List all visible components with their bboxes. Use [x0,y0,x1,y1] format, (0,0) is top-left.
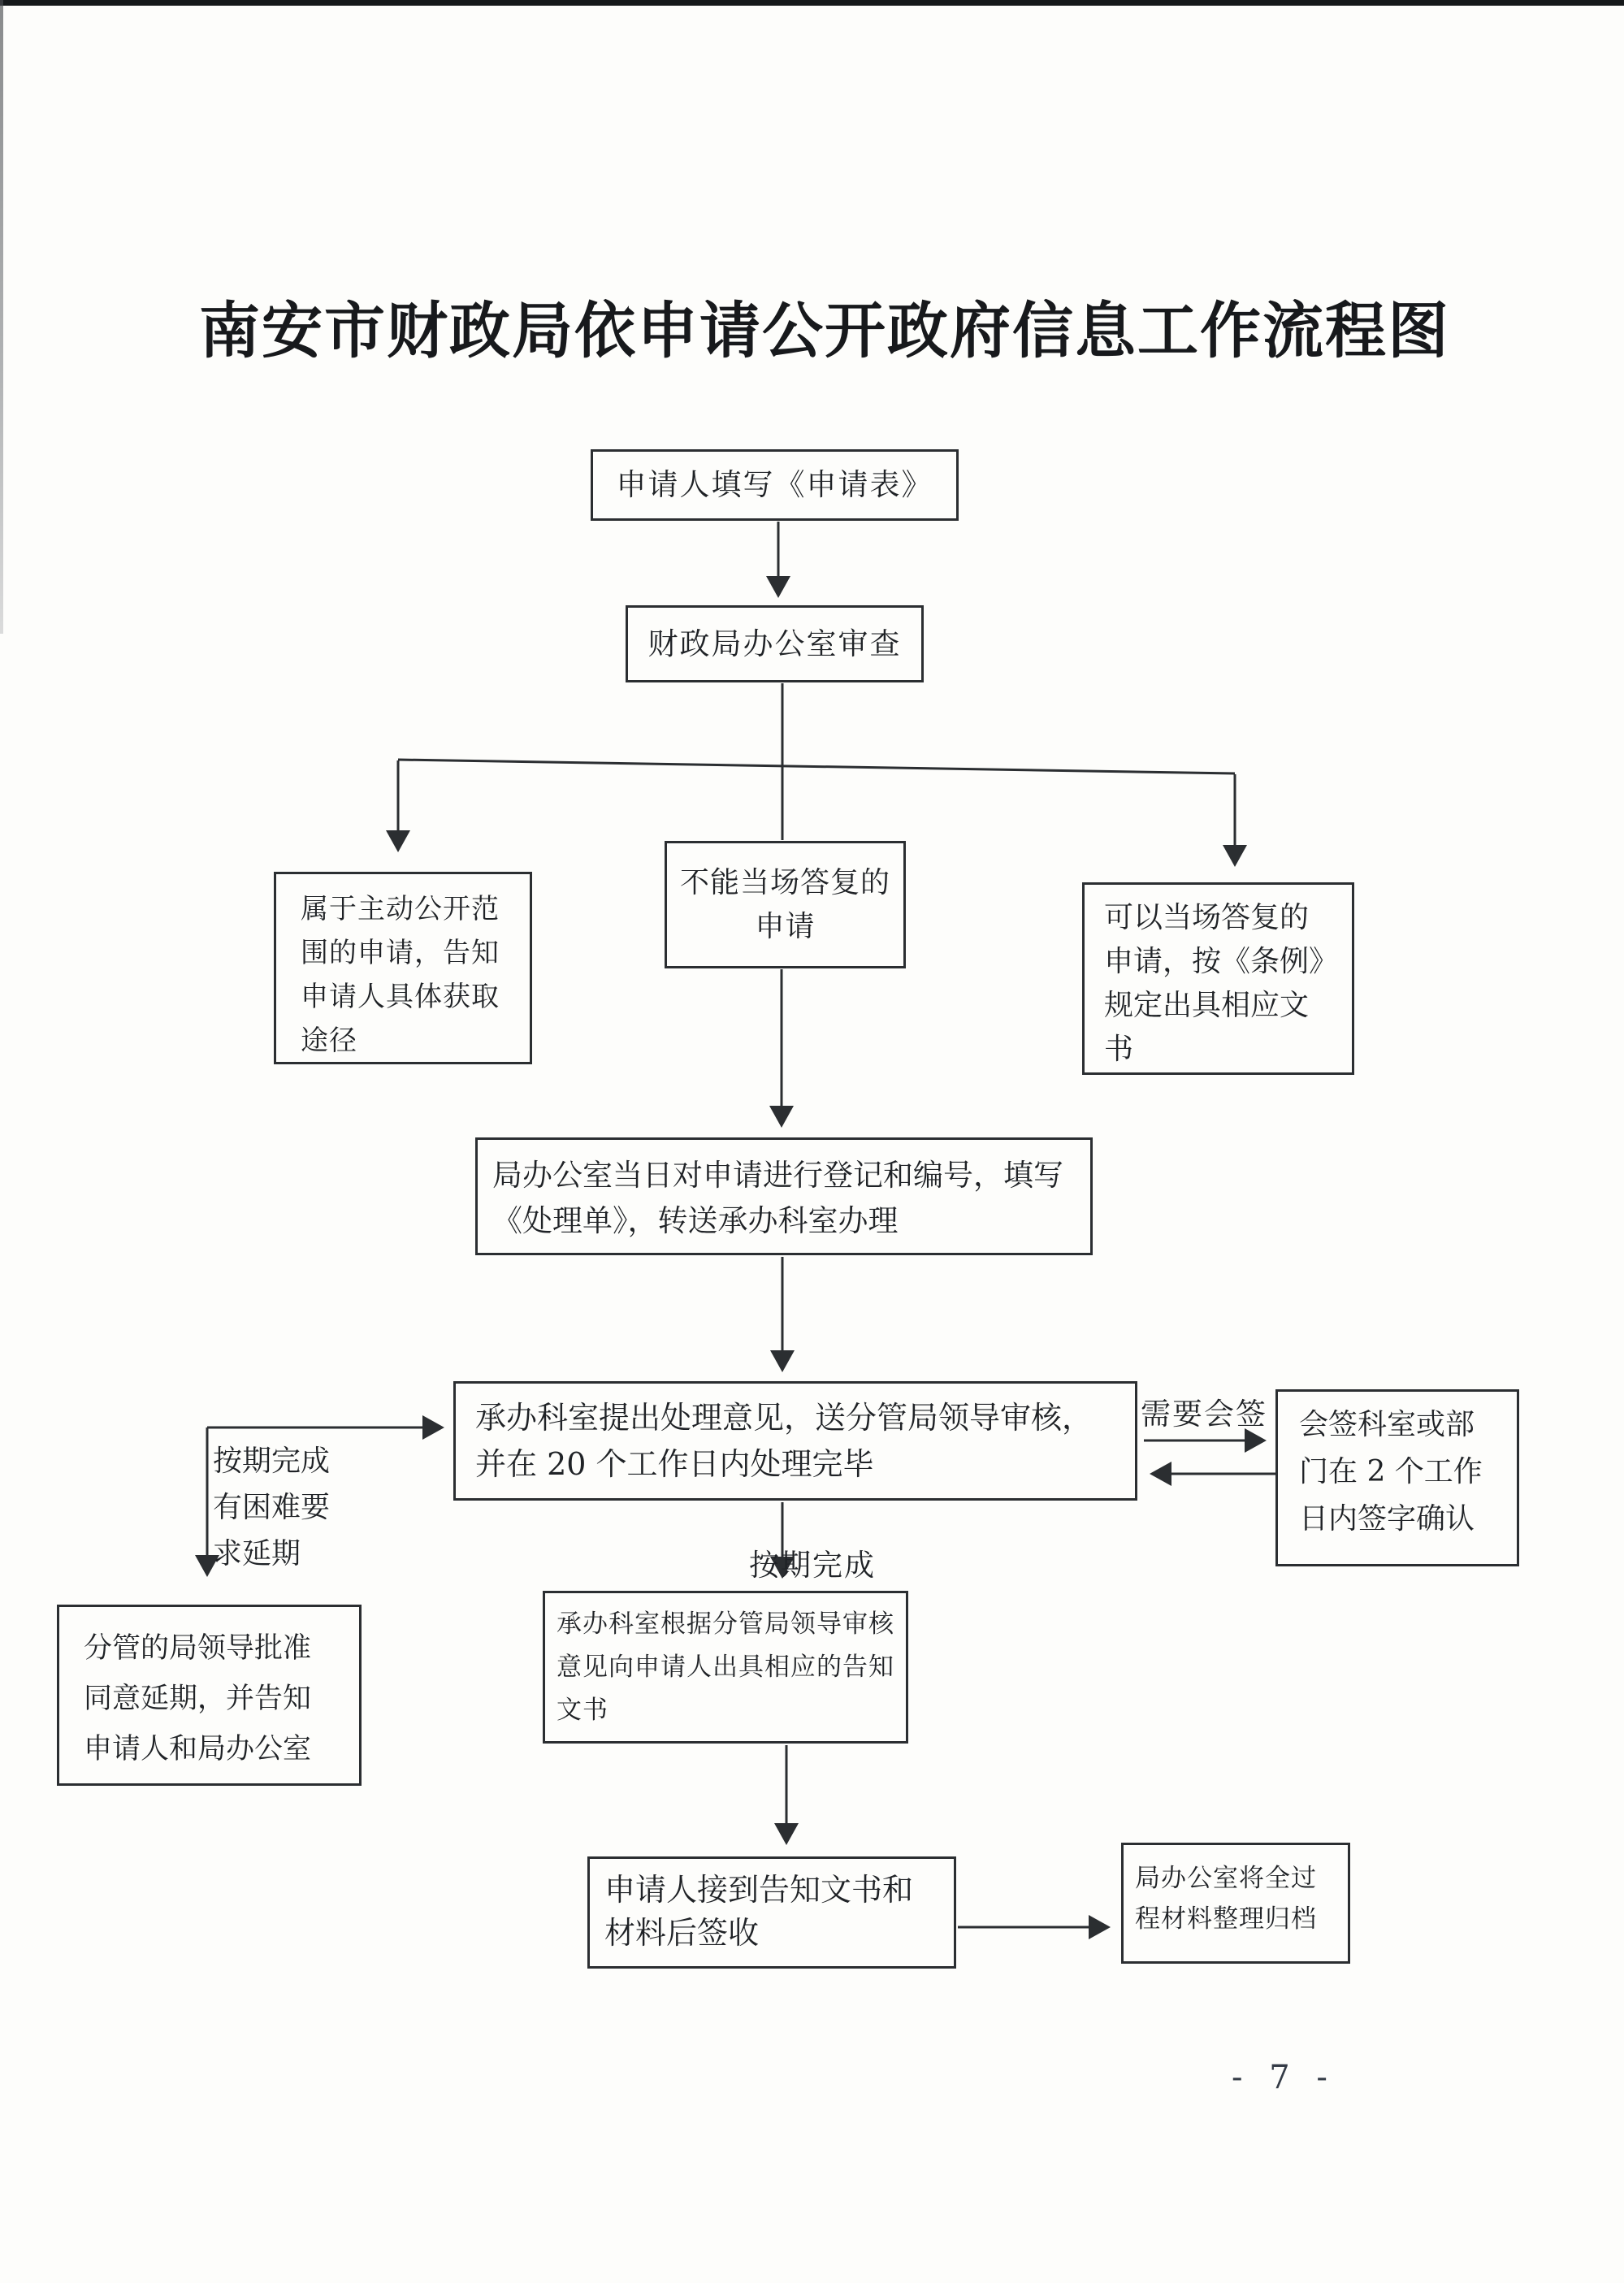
scan-edge-artifact-top [0,0,1624,6]
node-cannot-reply-onsite-text: 不能当场答复的申请 [679,865,890,943]
node-countersign-dept-text: 会签科室或部门在 2 个工作日内签字确认 [1299,1408,1483,1536]
node-proactive-scope-text: 属于主动公开范围的申请，告知申请人具体获取途径 [301,893,500,1057]
edge-label-need-countersign: 需要会签 [1141,1397,1267,1432]
node-handling-opinion [453,1381,1137,1501]
node-issue-notice [543,1591,908,1744]
scan-edge-artifact-left [0,0,3,634]
node-issue-notice-text: 承办科室根据分管局领导审核意见向申请人出具相应的告知文书 [556,1609,894,1725]
node-fill-application-text: 申请人填写《申请表》 [616,467,933,503]
node-register-and-number-text: 局办公室当日对申请进行登记和编号，填写《处理单》，转送承办科室办理 [492,1158,1063,1238]
node-cannot-reply-onsite [665,841,906,968]
node-fill-application [591,449,959,521]
node-register-and-number [475,1137,1093,1255]
page-number: - 7 - [1232,2059,1336,2096]
edge-label-on-time: 按期完成 [749,1548,876,1583]
node-can-reply-onsite [1082,882,1354,1075]
node-approve-extension [57,1605,362,1786]
node-office-review [626,605,924,682]
node-archive-text: 局办公室将全过程材料整理归档 [1135,1864,1317,1934]
edge-label-deadline-difficult: 按期完成有困难要求延期 [213,1445,331,1570]
node-office-review-text: 财政局办公室审查 [647,626,902,661]
node-countersign-dept [1275,1389,1519,1566]
node-applicant-sign [587,1856,956,1969]
node-handling-opinion-text: 承办科室提出处理意见，送分管局领导审核，并在 20 个工作日内处理完毕 [475,1400,1093,1482]
node-applicant-sign-text: 申请人接到告知文书和材料后签收 [604,1872,914,1951]
node-approve-extension-text: 分管的局领导批准同意延期，并告知申请人和局办公室 [84,1632,312,1765]
node-proactive-scope [274,872,532,1064]
page-title: 南安市财政局依申请公开政府信息工作流程图 [199,295,1451,366]
node-can-reply-onsite-text: 可以当场答复的申请，按《条例》规定出具相应文书 [1104,901,1324,1066]
node-archive [1121,1843,1350,1964]
